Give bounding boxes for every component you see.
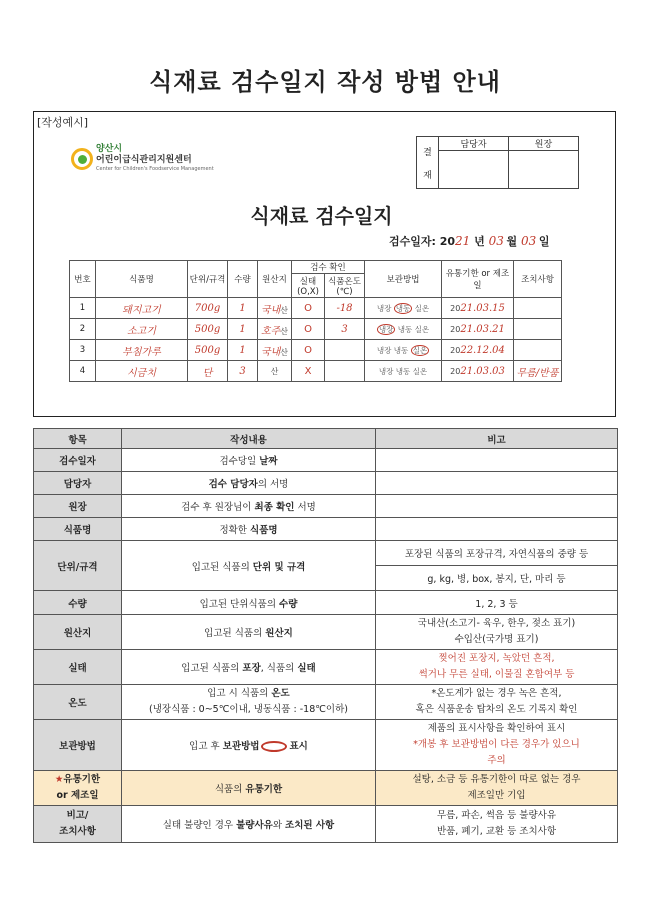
log-storage: 냉장 냉동 실온 [365,319,442,340]
log-action [514,298,562,319]
log-name: 부침가루 [96,340,188,361]
log-unit: 단 [188,361,228,382]
log-condition: O [292,319,325,340]
example-box [33,111,616,417]
guide-row-date: 검수일자 검수당일 날짜 [34,449,618,472]
inspection-log-table [69,260,562,382]
log-expiry: 2021.03.21 [442,319,514,340]
log-qty: 1 [228,298,258,319]
log-no: 1 [70,298,96,319]
guide-row-temp: 온도 입고 시 식품의 온도 (냉장식품 : 0~5℃이내, 냉동식품 : -18℃이하) *온도계가 없는 경우 녹은 흔적, 혹은 식품운송 탑차의 온도 기록지 확인 [34,685,618,720]
guide-row-expiry: ★유통기한 or 제조일 식품의 유통기한 설탕, 소금 등 유통기한이 따로 없는 경우 제조일만 기입 [34,771,618,806]
guide-row-manager: 담당자 검수 담당자의 서명 [34,472,618,495]
storage-circle-mark: 냉동 [395,303,411,313]
log-action [514,319,562,340]
star-icon: ★ [54,774,64,785]
page-title: 식재료 검수일지 작성 방법 안내 [149,68,501,96]
col-unit: 단위/규격 [188,261,228,298]
guide-row-director: 원장 검수 후 원장님이 최종 확인 서명 [34,495,618,518]
log-condition: O [292,298,325,319]
col-no: 번호 [70,261,96,298]
red-oval-icon [261,741,287,752]
logo-english-name: Center for Children's Foodservice Management [96,166,214,172]
guide-table: 항목 작성내용 비고 검수일자 검수당일 날짜 담당자 검수 담당자의 서명 원장 검수 후 원장님이 최종 확인 서명 식품명 정확한 식품명 단위/규격 입고된 식품의 단위 및 규격 포장된 식품의 포장규격, 자연식품의 중량 등 g, kg, 병, box, 봉지, 단, 마리 등 수량 입고된 단위식품의 수량 1, 2, 3 등 원산지 입고된 식품의 원산지 국내산(소고기- 육우, 한우, 젖소 표기) 수입산(국가명 표기) 실태 입고된 식품의 포장, 식품의 실태 찢어진 포장지, 녹았던 흔적, 썩거나 무른 실태, 이물질 혼합여부 등 온도 입고 시 식품의 온도 (냉장식품 : 0~5℃이내, 냉동식품 : -18℃이하) *온도계가 없는 경우 녹은 흔적, 혹은 식품운송 탑차의 온도 기록지 확인 보관방법 입고 후 보관방법 표시 제품의 표시사항을 확인하여 표시 *개봉 후 보관방법이 다른 경우가 있으니 주의 ★유통기한 or 제조일 식품의 유통기한 설탕, 소금 등 유통기한이 따로 없는 경우 제조일만 기입 비고/ 조치사항 실태 불량인 경우 불량사유와 조치된 사항 무름, 파손, 썩음 등 불량사유 반품, 폐기, 교환 등 조치사항 [33,428,618,843]
log-row [70,361,562,382]
log-origin: 호주산 [258,319,292,340]
log-unit: 700g [188,298,228,319]
log-storage: 냉장 냉동 실온 [365,361,442,382]
guide-col-content: 작성내용 [122,429,376,449]
log-origin: 국내산 [258,298,292,319]
log-name: 시금치 [96,361,188,382]
guide-col-item: 항목 [34,429,122,449]
logo-city: 양산시 [96,144,123,154]
log-name: 돼지고기 [96,298,188,319]
storage-circle-mark: 냉장 [378,324,394,334]
log-qty: 1 [228,319,258,340]
approval-table [416,136,579,189]
guide-row-origin: 원산지 입고된 식품의 원산지 국내산(소고기- 육우, 한우, 젖소 표기) 수입산(국가명 표기) [34,615,618,650]
col-check-group: 검수 확인 [292,261,365,274]
col-origin: 원산지 [258,261,292,298]
approval-col-director: 원장 [509,137,579,151]
center-logo [71,144,214,173]
log-no: 3 [70,340,96,361]
log-qty: 3 [228,361,258,382]
log-origin: 산 [258,361,292,382]
guide-row-action: 비고/ 조치사항 실태 불량인 경우 불량사유와 조치된 사항 무름, 파손, 썩음 등 불량사유 반품, 폐기, 교환 등 조치사항 [34,806,618,843]
log-temp [325,340,365,361]
log-temp: 3 [325,319,365,340]
log-condition: X [292,361,325,382]
log-row [70,319,562,340]
log-expiry: 2021.03.03 [442,361,514,382]
inspection-date: 검수일자: 2021 년 03 월 03 일 [389,234,550,248]
guide-row-food-name: 식품명 정확한 식품명 [34,518,618,541]
log-name: 소고기 [96,319,188,340]
logo-center-name: 어린이급식관리지원센터 [96,155,192,165]
approval-side-label: 결 재 [417,137,439,189]
log-action [514,340,562,361]
storage-circle-mark: 실온 [412,345,428,355]
guide-row-qty: 수량 입고된 단위식품의 수량 1, 2, 3 등 [34,591,618,615]
log-expiry: 2022.12.04 [442,340,514,361]
col-temp: 식품온도 (℃) [325,274,365,298]
log-storage: 냉장 냉동 실온 [365,298,442,319]
guide-col-remark: 비고 [376,429,618,449]
log-no: 4 [70,361,96,382]
approval-col-manager: 담당자 [439,137,509,151]
approval-sign-director[interactable] [509,151,579,189]
log-storage: 냉장 냉동 실온 [365,340,442,361]
col-expiry: 유통기한 or 제조일 [442,261,514,298]
guide-row-unit: 단위/규격 입고된 식품의 단위 및 규격 포장된 식품의 포장규격, 자연식품의 중량 등 [34,541,618,566]
col-storage: 보관방법 [365,261,442,298]
log-expiry: 2021.03.15 [442,298,514,319]
logo-mark-icon [71,148,93,170]
log-no: 2 [70,319,96,340]
log-row [70,340,562,361]
col-name: 식품명 [96,261,188,298]
log-origin: 국내산 [258,340,292,361]
approval-sign-manager[interactable] [439,151,509,189]
log-temp: -18 [325,298,365,319]
col-action: 조치사항 [514,261,562,298]
guide-row-condition: 실태 입고된 식품의 포장, 식품의 실태 찢어진 포장지, 녹았던 흔적, 썩거나 무른 실태, 이물질 혼합여부 등 [34,650,618,685]
log-title: 식재료 검수일지 [250,204,393,228]
example-label: [작성예시] [37,116,89,129]
log-unit: 500g [188,340,228,361]
guide-row-storage: 보관방법 입고 후 보관방법 표시 제품의 표시사항을 확인하여 표시 *개봉 후 보관방법이 다른 경우가 있으니 주의 [34,720,618,771]
log-temp [325,361,365,382]
log-condition: O [292,340,325,361]
log-qty: 1 [228,340,258,361]
log-row [70,298,562,319]
log-action: 무름/반품 [514,361,562,382]
col-qty: 수량 [228,261,258,298]
log-unit: 500g [188,319,228,340]
col-condition: 실태 (O,X) [292,274,325,298]
